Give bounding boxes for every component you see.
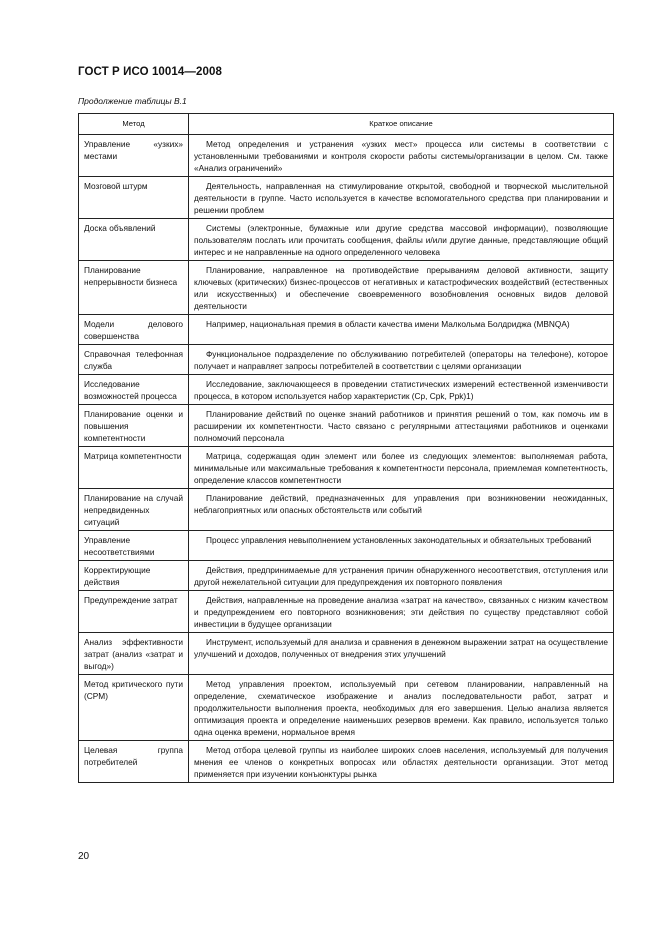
table-row <box>79 219 614 261</box>
description-cell: Планирование, направленное на противодействие прерываниям деловой активности, защиту ключевых (критических) бизнес-процессов от негативных и катастрофических воздействий (естественных или искусственных) и обеспечение своевременного возобновления основных видов деловой деятельности <box>189 261 614 315</box>
description-cell: Действия, предпринимаемые для устранения причин обнаруженного несоответствия, отступления или другой нежелательной ситуации для предупреждения их повторного появления <box>189 561 614 591</box>
table-header-row <box>79 114 614 135</box>
table-row <box>79 675 614 741</box>
description-cell: Инструмент, используемый для анализа и сравнения в денежном выражении затрат на осуществление улучшений и доходов, полученных от внедрения этих улучшений <box>189 633 614 675</box>
page-number: 20 <box>78 851 90 862</box>
method-cell: Мозговой штурм <box>79 177 189 219</box>
method-cell: Корректирующие действия <box>79 561 189 591</box>
table-row <box>79 561 614 591</box>
description-cell: Деятельность, направленная на стимулирование открытой, свободной и творческой мыслительной деятельности в группе. Часто используется в качестве вспомогательного средства при планировании и решении проблем <box>189 177 614 219</box>
description-cell: Метод управления проектом, используемый при сетевом планировании, направленный на определение, схематическое изображение и анализ последовательности работ, затрат и продолжительности выполнения проекта, необходимых для его завершения. Целью анализа является оптимизация проекта и определение наименьших резервов времени. Как правило, используется только одна оценка времени, нормальное время <box>189 675 614 741</box>
method-cell: Предупреждение затрат <box>79 591 189 633</box>
description-cell: Процесс управления невыполнением установленных законодательных и обязательных требований <box>189 531 614 561</box>
document-header: ГОСТ Р ИСО 10014—2008 <box>78 66 223 78</box>
description-cell: Метод отбора целевой группы из наиболее широких слоев населения, используемый для получения мнения ее членов о конкретных вопросах или областях деятельности организации. Этот метод применяется при изучении конъюнктуры рынка <box>189 741 614 783</box>
description-cell: Действия, направленные на проведение анализа «затрат на качество», связанных с низким качеством и предупреждением его повторного возникновения; эти действия по существу представляют собой инвестиции в будущее организации <box>189 591 614 633</box>
table-row <box>79 405 614 447</box>
column-header-method: Метод <box>79 114 189 135</box>
table-caption: Продолжение таблицы В.1 <box>78 96 187 106</box>
method-cell: Планирование на случай непредвиденных ситуаций <box>79 489 189 531</box>
table-row <box>79 741 614 783</box>
method-cell: Матрица компетентности <box>79 447 189 489</box>
method-cell: Исследование возможностей процесса <box>79 375 189 405</box>
method-cell: Управление несоответствиями <box>79 531 189 561</box>
method-cell: Планирование непрерывности бизнеса <box>79 261 189 315</box>
description-cell: Планирование действий по оценке знаний работников и принятия решений о том, как помочь им в расширении их компетентности. Часто связано с регулярными аттестациями работников и оценками полномочий персонала <box>189 405 614 447</box>
column-header-description: Краткое описание <box>189 114 614 135</box>
table-row <box>79 633 614 675</box>
method-cell: Целевая группа потребителей <box>79 741 189 783</box>
description-cell: Планирование действий, предназначенных для управления при возникновении неожиданных, неблагоприятных или опасных обстоятельств или событий <box>189 489 614 531</box>
method-cell: Метод критического пути (CPM) <box>79 675 189 741</box>
method-cell: Справочная телефонная служба <box>79 345 189 375</box>
table-row <box>79 447 614 489</box>
table-row <box>79 591 614 633</box>
description-cell: Метод определения и устранения «узких мест» процесса или системы в соответствии с установленными требованиями и контроля скорости работы системы/организации в целом. См. также «Анализ ограничений» <box>189 135 614 177</box>
description-cell: Системы (электронные, бумажные или другие средства массовой информации), позволяющие пользователям послать или прочитать сообщения, файлы и/или другие данные, представляющие общий интерес и не направленные на одного определенного человека <box>189 219 614 261</box>
description-cell: Матрица, содержащая один элемент или более из следующих элементов: выполняемая работа, минимальные или максимальные требования к компетентности персонала, приемлемая компетентность, определение классов компетентности <box>189 447 614 489</box>
description-cell: Например, национальная премия в области качества имени Малкольма Болдриджа (MBNQA) <box>189 315 614 345</box>
table-row <box>79 177 614 219</box>
methods-table <box>78 113 614 783</box>
table-row <box>79 489 614 531</box>
table-row <box>79 531 614 561</box>
table-row <box>79 135 614 177</box>
description-cell: Исследование, заключающееся в проведении статистических измерений естественной изменчивости процесса, в котором используется набор характеристик (Cp, Cpk, Ppk)1) <box>189 375 614 405</box>
table-row <box>79 345 614 375</box>
method-cell: Доска объявлений <box>79 219 189 261</box>
method-cell: Анализ эффективности затрат (анализ «затрат и выгод») <box>79 633 189 675</box>
method-cell: Планирование оценки и повышения компетентности <box>79 405 189 447</box>
table-row <box>79 261 614 315</box>
table-row <box>79 315 614 345</box>
description-cell: Функциональное подразделение по обслуживанию потребителей (операторы на телефоне), которое получает и направляет запросы потребителей в соответствии с целями организации <box>189 345 614 375</box>
method-cell: Модели делового совершенства <box>79 315 189 345</box>
table-row <box>79 375 614 405</box>
method-cell: Управление «узких» местами <box>79 135 189 177</box>
